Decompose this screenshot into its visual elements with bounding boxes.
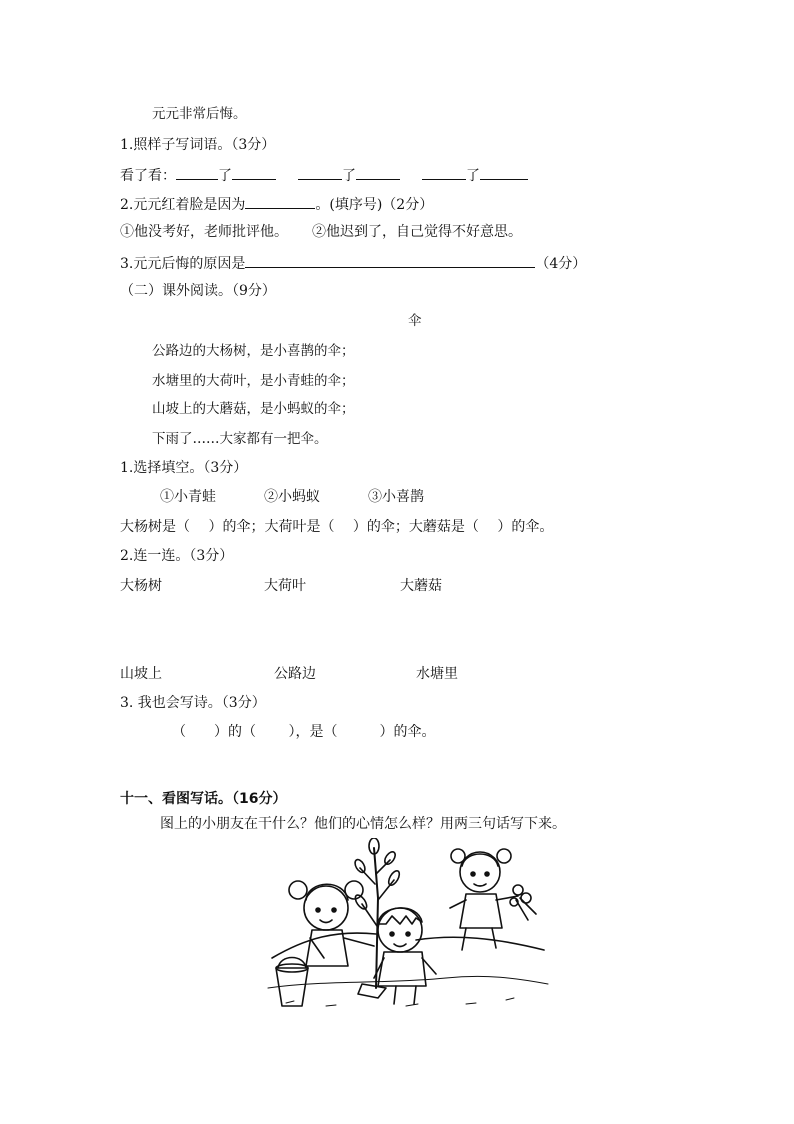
- story-tail: 元元非常后悔。: [152, 106, 247, 122]
- q3-before: 3.元元后悔的原因是: [120, 256, 246, 272]
- match-bottom-item[interactable]: 公路边: [274, 666, 316, 682]
- match-top-item[interactable]: 大蘑菇: [400, 578, 442, 594]
- q2-title: [120, 194, 433, 214]
- r2-title: 2.连一连。（3分）: [120, 548, 234, 564]
- children-planting-tree-picture: [266, 838, 550, 1014]
- answer-blank[interactable]: [356, 165, 400, 180]
- answer-blank[interactable]: [422, 165, 466, 180]
- r1-option: ②小蚂蚁: [264, 489, 320, 505]
- q2-option-1: ①他没考好，老师批评他。: [120, 224, 288, 240]
- poem-line: 下雨了……大家都有一把伞。: [152, 431, 328, 447]
- q3-after: （4分）: [535, 256, 587, 272]
- q2-title-after: 。(填序号)（2分）: [315, 197, 434, 213]
- section11-prompt: 图上的小朋友在干什么？他们的心情怎么样？用两三句话写下来。: [160, 816, 566, 832]
- match-top-item[interactable]: 大杨树: [120, 578, 162, 594]
- section2-heading: （二）课外阅读。（9分）: [120, 283, 276, 299]
- r1-sentence: 大杨树是（ ）的伞；大荷叶是（ ）的伞；大蘑菇是（ ）的伞。: [120, 519, 554, 535]
- q1-title: 1.照样子写词语。（3分）: [120, 137, 276, 153]
- q1-le: 了: [218, 168, 232, 184]
- q2-option-2: ②他迟到了，自己觉得不好意思。: [312, 224, 522, 240]
- r1-title: 1.选择填空。（3分）: [120, 460, 248, 476]
- answer-blank[interactable]: [176, 165, 218, 180]
- match-bottom-item[interactable]: 水塘里: [416, 666, 458, 682]
- answer-blank[interactable]: [480, 165, 528, 180]
- match-top-item[interactable]: 大荷叶: [264, 578, 306, 594]
- q1-le: 了: [342, 168, 356, 184]
- section11-heading: 十一、看图写话。（16分）: [120, 791, 287, 807]
- q1-le: 了: [466, 168, 480, 184]
- match-bottom-item[interactable]: 山坡上: [120, 666, 162, 682]
- r1-option: ①小青蛙: [160, 489, 216, 505]
- poem-line: 水塘里的大荷叶，是小青蛙的伞；: [152, 373, 355, 389]
- answer-blank[interactable]: [232, 165, 276, 180]
- poem-title: 伞: [408, 313, 422, 329]
- q1-prefix: 看了看：: [120, 168, 176, 184]
- r3-title: 3. 我也会写诗。（3分）: [120, 695, 266, 711]
- answer-blank[interactable]: [245, 194, 315, 209]
- q2-options: [120, 223, 522, 241]
- answer-blank[interactable]: [298, 165, 342, 180]
- r3-line: （ ）的（ ），是（ ）的伞。: [172, 724, 436, 740]
- r1-option: ③小喜鹊: [368, 489, 424, 505]
- q1-line: [120, 165, 528, 185]
- answer-blank[interactable]: [245, 253, 535, 268]
- poem-line: 山坡上的大蘑菇，是小蚂蚁的伞；: [152, 401, 355, 417]
- q3-line: [120, 253, 586, 273]
- q2-title-before: 2.元元红着脸是因为: [120, 197, 246, 213]
- poem-line: 公路边的大杨树，是小喜鹊的伞；: [152, 343, 355, 359]
